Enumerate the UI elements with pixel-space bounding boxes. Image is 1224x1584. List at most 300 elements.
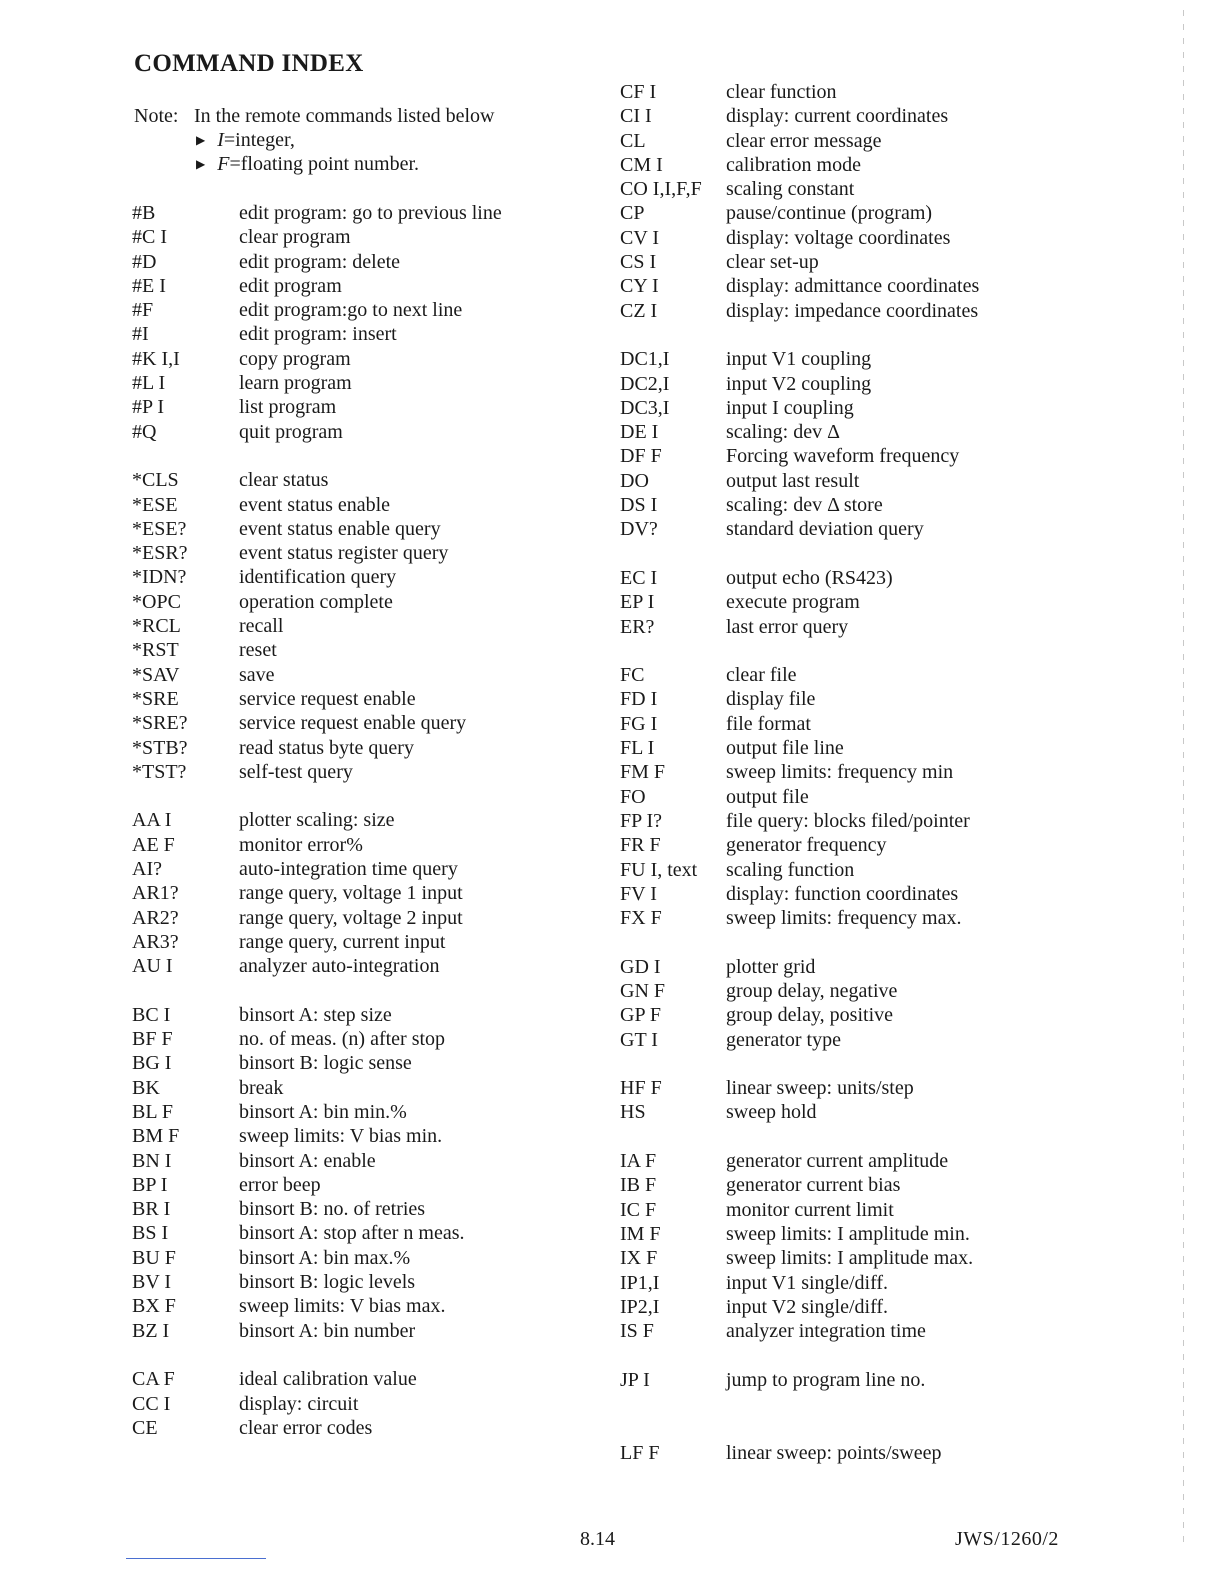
command-entry	[620, 712, 979, 736]
command-entry	[620, 615, 979, 639]
command-list-right	[620, 80, 979, 1465]
command-code: CS I	[620, 251, 657, 274]
command-entry	[132, 614, 502, 638]
command-description: binsort A: bin number	[239, 1319, 416, 1342]
command-entry	[620, 1076, 979, 1100]
command-code	[620, 1416, 726, 1440]
command-entry	[132, 420, 502, 444]
command-code: *SRE	[132, 687, 179, 710]
command-description: scaling constant	[726, 178, 855, 201]
command-entry	[132, 711, 502, 735]
command-entry	[132, 1392, 502, 1416]
command-description: sweep limits: frequency min	[726, 761, 954, 784]
command-description: range query, voltage 2 input	[239, 906, 463, 929]
command-description: binsort A: stop after n meas.	[239, 1222, 465, 1245]
command-code: FP I?	[620, 809, 663, 832]
command-code: BC I	[132, 1003, 171, 1026]
command-description: service request enable query	[239, 712, 467, 735]
command-description: break	[239, 1076, 284, 1099]
command-code: BV I	[132, 1271, 172, 1294]
command-description: sweep limits: V bias max.	[239, 1295, 446, 1318]
command-description: operation complete	[239, 590, 393, 613]
command-entry	[620, 177, 979, 201]
command-code: AI?	[132, 858, 162, 881]
command-entry	[132, 857, 502, 881]
command-code: CL	[620, 129, 646, 152]
command-code: #B	[132, 202, 156, 224]
command-entry	[620, 809, 979, 833]
command-code: FR F	[620, 834, 661, 857]
command-entry	[132, 250, 502, 274]
page-title: COMMAND INDEX	[134, 50, 364, 77]
command-description: clear program	[239, 226, 351, 249]
spacer	[620, 1125, 979, 1149]
command-code: #I	[132, 323, 149, 346]
command-entry	[132, 930, 502, 954]
command-code: AE F	[132, 833, 175, 856]
command-entry	[132, 395, 502, 419]
command-description: sweep limits: frequency max.	[726, 907, 962, 930]
command-code	[132, 784, 239, 808]
command-code: IM F	[620, 1222, 661, 1245]
command-code: BS I	[132, 1222, 169, 1245]
command-code: #L I	[132, 372, 166, 395]
command-code: DS I	[620, 494, 658, 517]
command-entry	[132, 663, 502, 687]
spacer	[620, 1392, 979, 1416]
command-description: output file	[726, 785, 809, 808]
command-code: FG I	[620, 712, 658, 735]
command-entry	[132, 298, 502, 322]
command-code: AR2?	[132, 906, 179, 929]
command-entry	[620, 1271, 979, 1295]
command-entry	[132, 760, 502, 784]
command-code: FU I, text	[620, 858, 698, 881]
command-entry	[620, 566, 979, 590]
note-bullet-text: =integer,	[223, 129, 295, 151]
command-code: CP	[620, 202, 645, 225]
command-code: AR3?	[132, 930, 179, 953]
command-code: EP I	[620, 591, 655, 614]
note-block	[134, 104, 494, 176]
command-description: binsort A: bin min.%	[239, 1100, 407, 1123]
command-description: range query, current input	[239, 930, 446, 953]
command-description: binsort A: bin max.%	[239, 1246, 411, 1269]
command-description: analyzer integration time	[726, 1320, 926, 1343]
command-description: sweep hold	[726, 1101, 817, 1124]
note-var-float: F	[217, 153, 230, 175]
command-entry	[132, 493, 502, 517]
command-code: *TST?	[132, 760, 187, 783]
spacer	[132, 979, 502, 1003]
command-description: input V1 coupling	[726, 348, 872, 371]
command-entry	[620, 80, 979, 104]
command-description: linear sweep: units/step	[726, 1077, 914, 1100]
command-entry	[620, 687, 979, 711]
command-entry	[132, 225, 502, 249]
command-entry	[620, 153, 979, 177]
spacer	[132, 1343, 502, 1367]
command-entry	[132, 1367, 502, 1391]
command-description: input V2 coupling	[726, 372, 872, 395]
command-code: #C I	[132, 226, 167, 249]
command-code: CZ I	[620, 299, 658, 322]
command-entry	[620, 469, 979, 493]
command-description: binsort B: logic sense	[239, 1052, 412, 1075]
command-code: FV I	[620, 882, 657, 905]
command-description: reset	[239, 639, 277, 662]
command-code: FL I	[620, 737, 655, 760]
command-description: clear file	[726, 664, 797, 687]
command-description: input I coupling	[726, 396, 854, 419]
command-code: DO	[620, 469, 649, 492]
command-code: BG I	[132, 1052, 172, 1075]
command-entry	[132, 1416, 502, 1440]
command-description: sweep limits: I amplitude max.	[726, 1247, 974, 1270]
command-code: DC1,I	[620, 348, 670, 371]
scan-edge-line	[1183, 10, 1184, 1550]
command-code: #E I	[132, 274, 166, 297]
page-number: 8.14	[580, 1528, 615, 1550]
command-code: GD I	[620, 955, 661, 978]
triangle-bullet-icon: ▶	[196, 157, 206, 171]
spacer	[620, 323, 979, 347]
command-entry	[132, 906, 502, 930]
note-label: Note:	[134, 105, 179, 127]
command-description: jump to program line no.	[726, 1368, 926, 1391]
command-code: BK	[132, 1076, 160, 1099]
command-code: GT I	[620, 1028, 658, 1051]
command-code	[620, 930, 726, 954]
command-entry	[132, 541, 502, 565]
command-code: CF I	[620, 81, 657, 103]
command-code: CC I	[132, 1392, 171, 1415]
command-entry	[620, 104, 979, 128]
command-entry	[620, 736, 979, 760]
command-code	[132, 444, 239, 468]
command-description: display: voltage coordinates	[726, 226, 951, 249]
command-entry	[620, 979, 979, 1003]
command-entry	[132, 1027, 502, 1051]
command-entry	[620, 347, 979, 371]
command-code: *OPC	[132, 590, 181, 613]
command-code: #D	[132, 250, 157, 273]
command-description: sweep limits: V bias min.	[239, 1125, 443, 1148]
command-entry	[620, 590, 979, 614]
command-code: *CLS	[132, 469, 179, 492]
command-entry	[620, 833, 979, 857]
command-entry	[620, 858, 979, 882]
command-entry	[620, 785, 979, 809]
command-code: FX F	[620, 907, 662, 930]
command-description: binsort A: enable	[239, 1149, 376, 1172]
command-code: CV I	[620, 226, 660, 249]
command-code: AA I	[132, 809, 172, 832]
command-entry	[620, 1028, 979, 1052]
command-description: ideal calibration value	[239, 1368, 417, 1391]
note-var-integer: I	[217, 129, 224, 151]
command-entry	[132, 1173, 502, 1197]
command-entry	[132, 201, 502, 225]
command-entry	[132, 347, 502, 371]
command-description: output last result	[726, 469, 860, 492]
command-entry	[132, 371, 502, 395]
command-entry	[132, 687, 502, 711]
command-entry	[620, 882, 979, 906]
command-code: FM F	[620, 761, 666, 784]
command-entry	[620, 663, 979, 687]
command-code: FO	[620, 785, 646, 808]
command-entry	[132, 1149, 502, 1173]
command-code: IB F	[620, 1174, 657, 1197]
command-entry	[620, 493, 979, 517]
command-description: scaling: dev Δ store	[726, 494, 883, 517]
command-entry	[620, 1100, 979, 1124]
spacer	[620, 1416, 979, 1440]
command-entry	[620, 1319, 979, 1343]
command-description: generator frequency	[726, 834, 887, 857]
command-code: *RCL	[132, 615, 181, 638]
command-entry	[620, 299, 979, 323]
command-entry	[132, 1270, 502, 1294]
command-description: file query: blocks filed/pointer	[726, 809, 970, 832]
command-entry	[620, 1198, 979, 1222]
command-entry	[132, 954, 502, 978]
command-code: BU F	[132, 1246, 176, 1269]
command-description: display file	[726, 688, 816, 711]
command-description: recall	[239, 615, 284, 638]
command-code: FD I	[620, 688, 658, 711]
note-text: In the remote commands listed below	[194, 105, 495, 127]
command-code: BR I	[132, 1198, 171, 1221]
document-reference: JWS/1260/2	[955, 1528, 1059, 1550]
command-code: IP2,I	[620, 1295, 660, 1318]
command-description: clear set-up	[726, 251, 819, 274]
command-code: *SAV	[132, 663, 180, 686]
command-entry	[620, 201, 979, 225]
command-description: edit program	[239, 274, 342, 297]
command-description: linear sweep: points/sweep	[726, 1441, 942, 1464]
command-description: display: admittance coordinates	[726, 275, 980, 298]
command-description: auto-integration time query	[239, 858, 458, 881]
command-code: GP F	[620, 1004, 661, 1027]
command-code: DC2,I	[620, 372, 670, 395]
command-description: list program	[239, 396, 337, 419]
command-entry	[132, 808, 502, 832]
command-code: AR1?	[132, 882, 179, 905]
command-entry	[132, 736, 502, 760]
command-description: event status register query	[239, 542, 449, 565]
command-code: *IDN?	[132, 566, 187, 589]
command-description: binsort B: logic levels	[239, 1271, 416, 1294]
command-entry	[132, 1294, 502, 1318]
command-code: CA F	[132, 1368, 175, 1391]
command-entry	[132, 1124, 502, 1148]
command-description: quit program	[239, 420, 343, 443]
command-entry	[132, 881, 502, 905]
command-entry	[620, 760, 979, 784]
command-description: sweep limits: I amplitude min.	[726, 1222, 970, 1245]
command-code: GN F	[620, 979, 666, 1002]
command-description: event status enable query	[239, 517, 441, 540]
command-entry	[620, 1295, 979, 1319]
command-description: calibration mode	[726, 153, 861, 176]
command-description: edit program: delete	[239, 250, 401, 273]
command-entry	[620, 517, 979, 541]
command-description: input V1 single/diff.	[726, 1271, 889, 1294]
command-entry	[132, 565, 502, 589]
command-entry	[132, 1003, 502, 1027]
command-description: service request enable	[239, 687, 416, 710]
command-code: *ESR?	[132, 542, 188, 565]
command-entry	[620, 129, 979, 153]
command-code: IS F	[620, 1320, 654, 1343]
command-description: edit program:go to next line	[239, 299, 463, 322]
command-code: #F	[132, 299, 154, 322]
command-code: DE I	[620, 421, 659, 444]
command-code	[620, 639, 726, 663]
command-entry	[132, 517, 502, 541]
command-description: generator type	[726, 1028, 841, 1051]
command-entry	[132, 638, 502, 662]
command-code: DF F	[620, 445, 662, 468]
triangle-bullet-icon: ▶	[196, 133, 206, 147]
command-description: error beep	[239, 1173, 321, 1196]
command-code: BM F	[132, 1125, 180, 1148]
command-code: IA F	[620, 1150, 657, 1173]
spacer	[620, 1343, 979, 1367]
command-description: monitor error%	[239, 833, 363, 856]
command-entry	[132, 322, 502, 346]
command-description: clear status	[239, 469, 329, 492]
command-description: event status enable	[239, 493, 391, 516]
command-entry	[132, 1319, 502, 1343]
command-entry	[620, 444, 979, 468]
command-description: edit program: go to previous line	[239, 202, 502, 224]
command-description: save	[239, 663, 275, 686]
command-entry	[132, 1221, 502, 1245]
command-code: EC I	[620, 566, 658, 589]
command-code	[132, 979, 239, 1003]
command-entry	[620, 396, 979, 420]
command-description: copy program	[239, 347, 351, 370]
command-description: group delay, positive	[726, 1004, 894, 1027]
command-code: BF F	[132, 1028, 173, 1051]
command-description: input V2 single/diff.	[726, 1295, 889, 1318]
command-description: scaling: dev Δ	[726, 421, 840, 444]
command-description: output file line	[726, 737, 844, 760]
note-bullet-float	[134, 152, 494, 176]
command-code: *STB?	[132, 736, 188, 759]
command-entry	[620, 372, 979, 396]
command-entry	[620, 1003, 979, 1027]
command-code: IC F	[620, 1198, 657, 1221]
command-code: *RST	[132, 639, 179, 662]
command-code: BL F	[132, 1100, 173, 1123]
command-code: BN I	[132, 1149, 172, 1172]
command-entry	[620, 250, 979, 274]
command-code: JP I	[620, 1368, 650, 1391]
command-description: plotter scaling: size	[239, 809, 395, 832]
command-entry	[620, 274, 979, 298]
command-description: last error query	[726, 615, 849, 638]
command-description: display: impedance coordinates	[726, 299, 979, 322]
command-entry	[620, 1149, 979, 1173]
command-code: CM I	[620, 153, 663, 176]
command-entry	[620, 226, 979, 250]
note-bullet-text: =floating point number.	[229, 153, 420, 175]
note-bullet-integer	[134, 128, 494, 152]
command-entry	[132, 1100, 502, 1124]
command-description: identification query	[239, 566, 397, 589]
footnote-rule	[126, 1558, 266, 1559]
command-code: #Q	[132, 420, 157, 443]
command-code: HS	[620, 1101, 646, 1124]
command-code: HF F	[620, 1077, 662, 1100]
spacer	[620, 1052, 979, 1076]
command-code	[620, 1052, 726, 1076]
command-code	[620, 323, 726, 347]
command-code: IP1,I	[620, 1271, 660, 1294]
command-entry	[620, 955, 979, 979]
command-description: pause/continue (program)	[726, 202, 933, 225]
spacer	[620, 542, 979, 566]
command-description: scaling function	[726, 858, 855, 881]
command-list-left	[132, 201, 502, 1440]
spacer	[132, 444, 502, 468]
command-description: range query, voltage 1 input	[239, 882, 463, 905]
command-description: clear error codes	[239, 1416, 373, 1439]
command-description: standard deviation query	[726, 518, 924, 541]
command-code	[620, 1125, 726, 1149]
command-description: group delay, negative	[726, 979, 898, 1002]
command-description: no. of meas. (n) after stop	[239, 1028, 446, 1051]
command-code: BX F	[132, 1295, 176, 1318]
command-entry	[132, 1076, 502, 1100]
command-entry	[620, 906, 979, 930]
command-description: output echo (RS423)	[726, 566, 893, 589]
command-description: clear function	[726, 81, 837, 103]
command-code: CY I	[620, 275, 659, 298]
command-description: display: circuit	[239, 1392, 359, 1415]
command-code: LF F	[620, 1441, 660, 1464]
command-entry	[132, 1051, 502, 1075]
command-description: read status byte query	[239, 736, 414, 759]
command-code: CO I,I,F,F	[620, 178, 702, 201]
command-code: DV?	[620, 518, 658, 541]
command-code: FC	[620, 664, 645, 687]
command-code	[132, 1343, 239, 1367]
command-code: CE	[132, 1416, 158, 1439]
command-code	[620, 542, 726, 566]
command-code: BZ I	[132, 1319, 170, 1342]
command-entry	[620, 1368, 979, 1392]
command-code: IX F	[620, 1247, 658, 1270]
command-description: execute program	[726, 591, 860, 614]
command-entry	[620, 1222, 979, 1246]
command-code: ER?	[620, 615, 655, 638]
command-description: file format	[726, 712, 811, 735]
command-description: monitor current limit	[726, 1198, 894, 1221]
command-code: *ESE?	[132, 517, 187, 540]
command-code: AU I	[132, 955, 173, 978]
command-description: binsort B: no. of retries	[239, 1198, 426, 1221]
command-description: Forcing waveform frequency	[726, 445, 960, 468]
spacer	[132, 784, 502, 808]
command-entry	[620, 1246, 979, 1270]
command-code: #K I,I	[132, 347, 180, 370]
command-entry	[620, 1441, 979, 1465]
